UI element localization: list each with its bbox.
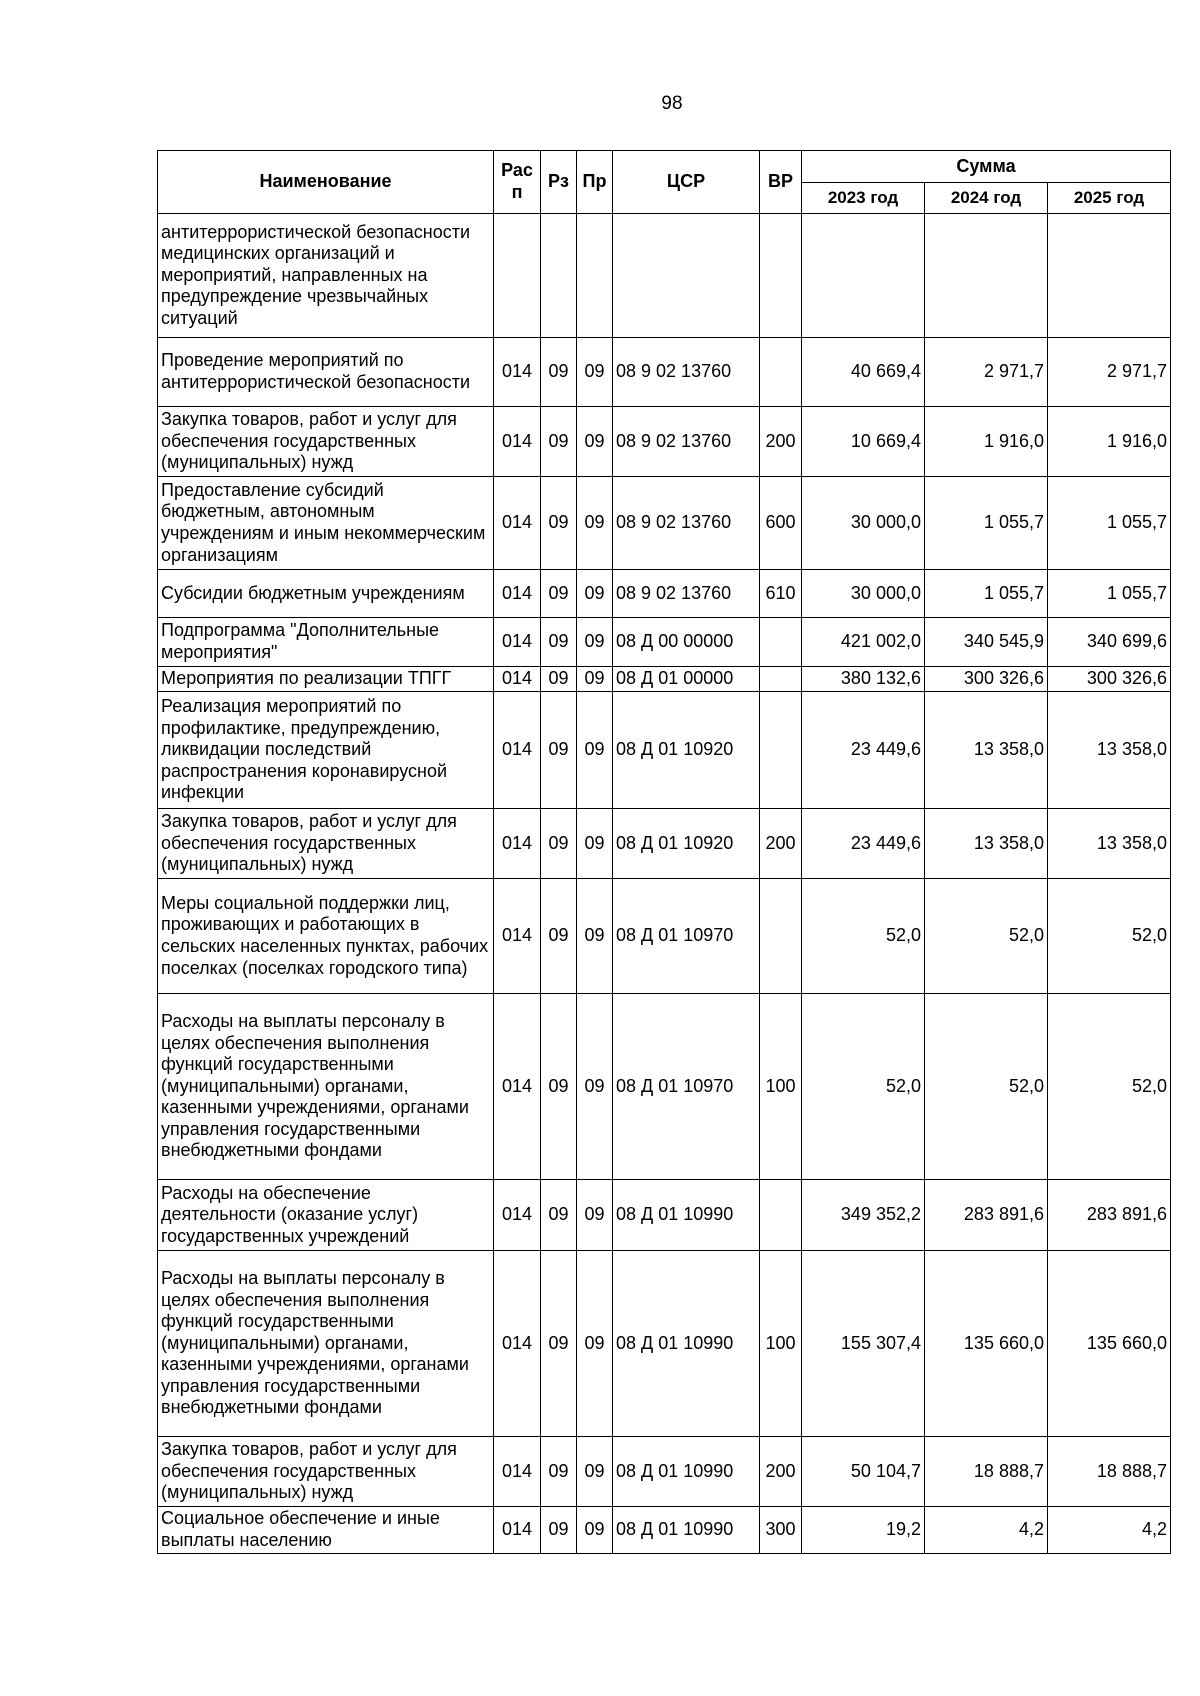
row-vr-cell: 600 xyxy=(760,477,802,570)
row-pr-cell: 09 xyxy=(577,994,613,1180)
row-amount-2023: 19,2 xyxy=(802,1507,925,1554)
row-amount-2024: 300 326,6 xyxy=(925,667,1048,692)
row-amount-2024: 4,2 xyxy=(925,1507,1048,1554)
row-amount-2025: 13 358,0 xyxy=(1048,692,1171,809)
row-rz-cell: 09 xyxy=(541,338,577,407)
header-name: Наименование xyxy=(158,151,494,214)
row-amount-2025: 2 971,7 xyxy=(1048,338,1171,407)
row-name-cell: Проведение мероприятий по антитеррористической безопасности xyxy=(158,338,494,407)
table-row xyxy=(158,879,1171,994)
row-csr-cell: 08 9 02 13760 xyxy=(613,477,760,570)
row-name-cell: Меры социальной поддержки лиц, проживающих и работающих в сельских населенных пунктах, рабочих поселках (поселках городского типа) xyxy=(158,879,494,994)
row-rasp-cell: 014 xyxy=(494,879,541,994)
row-amount-2024: 1 916,0 xyxy=(925,407,1048,477)
row-pr-cell: 09 xyxy=(577,1180,613,1251)
row-pr-cell xyxy=(577,214,613,338)
table-header xyxy=(158,151,1171,214)
row-csr-cell: 08 Д 01 10990 xyxy=(613,1180,760,1251)
row-rasp-cell: 014 xyxy=(494,338,541,407)
row-rz-cell: 09 xyxy=(541,407,577,477)
row-pr-cell: 09 xyxy=(577,1507,613,1554)
table-row xyxy=(158,1437,1171,1507)
row-rz-cell: 09 xyxy=(541,809,577,879)
row-rz-cell: 09 xyxy=(541,618,577,667)
row-vr-cell xyxy=(760,692,802,809)
table-row xyxy=(158,667,1171,692)
table-row xyxy=(158,809,1171,879)
row-csr-cell: 08 Д 00 00000 xyxy=(613,618,760,667)
row-rasp-cell xyxy=(494,214,541,338)
row-name-cell: Мероприятия по реализации ТПГГ xyxy=(158,667,494,692)
row-amount-2025: 300 326,6 xyxy=(1048,667,1171,692)
row-pr-cell: 09 xyxy=(577,809,613,879)
row-amount-2023 xyxy=(802,214,925,338)
row-amount-2023: 349 352,2 xyxy=(802,1180,925,1251)
row-amount-2024: 135 660,0 xyxy=(925,1251,1048,1437)
row-amount-2024: 1 055,7 xyxy=(925,477,1048,570)
row-rz-cell: 09 xyxy=(541,1180,577,1251)
row-amount-2025: 135 660,0 xyxy=(1048,1251,1171,1437)
table-row xyxy=(158,570,1171,618)
row-vr-cell: 610 xyxy=(760,570,802,618)
row-name-cell: Закупка товаров, работ и услуг для обеспечения государственных (муниципальных) нужд xyxy=(158,1437,494,1507)
row-pr-cell: 09 xyxy=(577,879,613,994)
table-row xyxy=(158,477,1171,570)
table-row xyxy=(158,1180,1171,1251)
row-name-cell: антитеррористической безопасности медицинских организаций и мероприятий, направленных на предупреждение чрезвычайных ситуаций xyxy=(158,214,494,338)
table-row xyxy=(158,994,1171,1180)
row-amount-2025: 1 916,0 xyxy=(1048,407,1171,477)
budget-table xyxy=(157,150,1171,1554)
row-vr-cell: 200 xyxy=(760,1437,802,1507)
row-csr-cell: 08 Д 01 10920 xyxy=(613,809,760,879)
table-row xyxy=(158,618,1171,667)
row-amount-2023: 30 000,0 xyxy=(802,570,925,618)
row-amount-2023: 30 000,0 xyxy=(802,477,925,570)
row-amount-2024: 340 545,9 xyxy=(925,618,1048,667)
row-vr-cell xyxy=(760,618,802,667)
row-pr-cell: 09 xyxy=(577,570,613,618)
row-pr-cell: 09 xyxy=(577,338,613,407)
row-amount-2025: 283 891,6 xyxy=(1048,1180,1171,1251)
row-csr-cell: 08 Д 01 10990 xyxy=(613,1507,760,1554)
row-rz-cell: 09 xyxy=(541,477,577,570)
row-name-cell: Подпрограмма "Дополнительные мероприятия" xyxy=(158,618,494,667)
row-rasp-cell: 014 xyxy=(494,1437,541,1507)
table-row xyxy=(158,214,1171,338)
row-csr-cell: 08 Д 01 10920 xyxy=(613,692,760,809)
row-vr-cell: 300 xyxy=(760,1507,802,1554)
row-amount-2023: 52,0 xyxy=(802,994,925,1180)
row-vr-cell xyxy=(760,879,802,994)
row-amount-2024: 283 891,6 xyxy=(925,1180,1048,1251)
table-body xyxy=(158,214,1171,1554)
row-name-cell: Реализация мероприятий по профилактике, предупреждению, ликвидации последствий распространения коронавирусной инфекции xyxy=(158,692,494,809)
row-name-cell: Социальное обеспечение и иные выплаты населению xyxy=(158,1507,494,1554)
row-csr-cell: 08 9 02 13760 xyxy=(613,570,760,618)
row-rasp-cell: 014 xyxy=(494,809,541,879)
table-row xyxy=(158,407,1171,477)
row-amount-2023: 155 307,4 xyxy=(802,1251,925,1437)
row-amount-2025: 18 888,7 xyxy=(1048,1437,1171,1507)
row-amount-2025: 13 358,0 xyxy=(1048,809,1171,879)
row-amount-2024: 13 358,0 xyxy=(925,692,1048,809)
header-year-2024: 2024 год xyxy=(925,183,1048,214)
row-pr-cell: 09 xyxy=(577,1437,613,1507)
row-rz-cell: 09 xyxy=(541,1437,577,1507)
row-amount-2024 xyxy=(925,214,1048,338)
page-number: 98 xyxy=(661,93,683,114)
row-rasp-cell: 014 xyxy=(494,1251,541,1437)
row-rz-cell: 09 xyxy=(541,692,577,809)
row-rasp-cell: 014 xyxy=(494,1507,541,1554)
row-rz-cell: 09 xyxy=(541,570,577,618)
row-amount-2024: 2 971,7 xyxy=(925,338,1048,407)
row-rasp-cell: 014 xyxy=(494,477,541,570)
table-row xyxy=(158,1251,1171,1437)
row-vr-cell xyxy=(760,1180,802,1251)
row-rasp-cell: 014 xyxy=(494,407,541,477)
row-vr-cell xyxy=(760,214,802,338)
row-pr-cell: 09 xyxy=(577,618,613,667)
row-vr-cell: 200 xyxy=(760,407,802,477)
row-rz-cell: 09 xyxy=(541,994,577,1180)
row-vr-cell: 100 xyxy=(760,1251,802,1437)
row-rasp-cell: 014 xyxy=(494,570,541,618)
row-vr-cell xyxy=(760,667,802,692)
row-rz-cell: 09 xyxy=(541,1507,577,1554)
header-rz: Рз xyxy=(541,151,577,214)
row-rasp-cell: 014 xyxy=(494,1180,541,1251)
row-csr-cell: 08 Д 01 10970 xyxy=(613,879,760,994)
row-vr-cell: 100 xyxy=(760,994,802,1180)
table-row xyxy=(158,338,1171,407)
row-amount-2023: 23 449,6 xyxy=(802,692,925,809)
row-amount-2024: 52,0 xyxy=(925,994,1048,1180)
row-name-cell: Закупка товаров, работ и услуг для обеспечения государственных (муниципальных) нужд xyxy=(158,407,494,477)
header-sum: Сумма xyxy=(802,151,1171,183)
row-rasp-cell: 014 xyxy=(494,994,541,1180)
row-amount-2024: 18 888,7 xyxy=(925,1437,1048,1507)
row-amount-2023: 10 669,4 xyxy=(802,407,925,477)
row-rasp-cell: 014 xyxy=(494,618,541,667)
row-pr-cell: 09 xyxy=(577,692,613,809)
row-name-cell: Расходы на выплаты персоналу в целях обеспечения выполнения функций государственными (муниципальными) органами, казенными учреждениями, органами управления государственными внебюджетными фондами xyxy=(158,994,494,1180)
row-amount-2025: 52,0 xyxy=(1048,879,1171,994)
table-row xyxy=(158,692,1171,809)
row-amount-2025: 340 699,6 xyxy=(1048,618,1171,667)
row-name-cell: Субсидии бюджетным учреждениям xyxy=(158,570,494,618)
row-amount-2023: 40 669,4 xyxy=(802,338,925,407)
row-amount-2023: 23 449,6 xyxy=(802,809,925,879)
row-amount-2023: 52,0 xyxy=(802,879,925,994)
row-amount-2023: 50 104,7 xyxy=(802,1437,925,1507)
row-amount-2024: 13 358,0 xyxy=(925,809,1048,879)
header-year-2025: 2025 год xyxy=(1048,183,1171,214)
row-name-cell: Предоставление субсидий бюджетным, автономным учреждениям и иным некоммерческим организациям xyxy=(158,477,494,570)
row-pr-cell: 09 xyxy=(577,407,613,477)
row-rz-cell: 09 xyxy=(541,667,577,692)
row-pr-cell: 09 xyxy=(577,477,613,570)
row-rz-cell xyxy=(541,214,577,338)
row-rasp-cell: 014 xyxy=(494,692,541,809)
row-amount-2025: 52,0 xyxy=(1048,994,1171,1180)
row-amount-2023: 421 002,0 xyxy=(802,618,925,667)
row-vr-cell: 200 xyxy=(760,809,802,879)
row-csr-cell: 08 Д 01 10970 xyxy=(613,994,760,1180)
header-pr: Пр xyxy=(577,151,613,214)
row-amount-2025: 1 055,7 xyxy=(1048,477,1171,570)
row-amount-2025 xyxy=(1048,214,1171,338)
row-name-cell: Закупка товаров, работ и услуг для обеспечения государственных (муниципальных) нужд xyxy=(158,809,494,879)
header-csr: ЦСР xyxy=(613,151,760,214)
row-name-cell: Расходы на обеспечение деятельности (оказание услуг) государственных учреждений xyxy=(158,1180,494,1251)
row-amount-2025: 1 055,7 xyxy=(1048,570,1171,618)
row-amount-2024: 1 055,7 xyxy=(925,570,1048,618)
row-csr-cell: 08 Д 01 10990 xyxy=(613,1251,760,1437)
row-amount-2025: 4,2 xyxy=(1048,1507,1171,1554)
row-rasp-cell: 014 xyxy=(494,667,541,692)
row-csr-cell: 08 Д 01 10990 xyxy=(613,1437,760,1507)
header-year-2023: 2023 год xyxy=(802,183,925,214)
row-csr-cell: 08 9 02 13760 xyxy=(613,407,760,477)
row-amount-2023: 380 132,6 xyxy=(802,667,925,692)
header-vr: ВР xyxy=(760,151,802,214)
row-rz-cell: 09 xyxy=(541,1251,577,1437)
table-row xyxy=(158,1507,1171,1554)
row-csr-cell: 08 9 02 13760 xyxy=(613,338,760,407)
row-pr-cell: 09 xyxy=(577,1251,613,1437)
row-vr-cell xyxy=(760,338,802,407)
row-csr-cell: 08 Д 01 00000 xyxy=(613,667,760,692)
row-amount-2024: 52,0 xyxy=(925,879,1048,994)
row-name-cell: Расходы на выплаты персоналу в целях обеспечения выполнения функций государственными (муниципальными) органами, казенными учреждениями, органами управления государственными внебюджетными фондами xyxy=(158,1251,494,1437)
row-pr-cell: 09 xyxy=(577,667,613,692)
header-rasp: Рас п xyxy=(494,151,541,214)
row-rz-cell: 09 xyxy=(541,879,577,994)
row-csr-cell xyxy=(613,214,760,338)
